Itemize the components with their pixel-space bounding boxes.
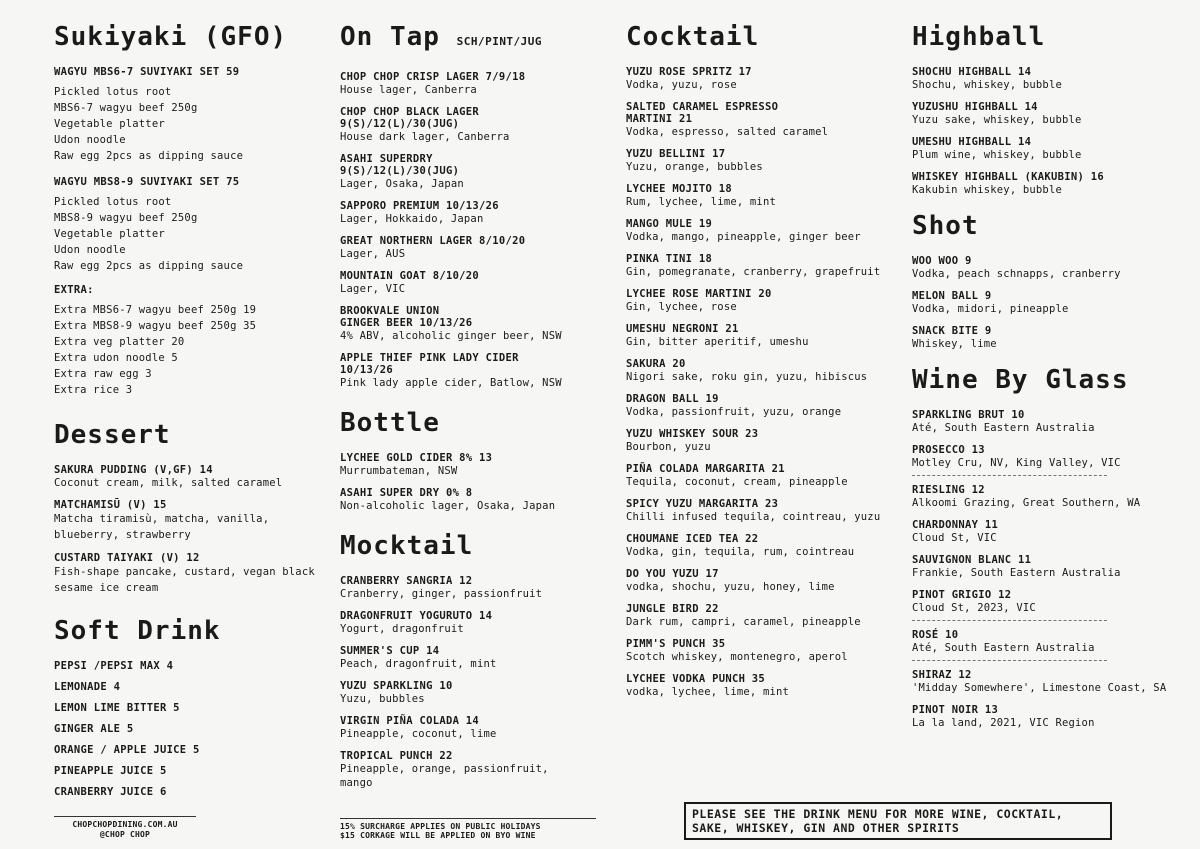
item-desc: vodka, shochu, yuzu, honey, lime xyxy=(626,581,835,593)
item-name: CHOUMANE ICED TEA 22 xyxy=(626,533,759,545)
section-title: Mocktail xyxy=(340,531,474,561)
item-name: ASAHI SUPER DRY 0% 8 xyxy=(340,487,473,499)
menu-item xyxy=(626,533,896,559)
item-desc: Gin, lychee, rose xyxy=(626,301,737,313)
extra-line: Extra veg platter 20 xyxy=(54,336,185,348)
menu-item xyxy=(626,148,896,174)
section-soft-drink xyxy=(54,616,324,798)
menu-item xyxy=(626,568,896,594)
item-desc: House dark lager, Canberra xyxy=(340,131,510,143)
item-name: YUZU SPARKLING 10 xyxy=(340,680,453,692)
item-desc: Vodka, peach schnapps, cranberry xyxy=(912,268,1121,280)
item-name: RIESLING 12 xyxy=(912,484,985,496)
item-name: SHOCHU HIGHBALL 14 xyxy=(912,66,1032,78)
item-name: CRANBERRY SANGRIA 12 xyxy=(340,575,473,587)
item-desc: House lager, Canberra xyxy=(340,84,477,96)
item-name: MATCHAMISŪ (V) 15 xyxy=(54,499,167,511)
item-name: SHIRAZ 12 xyxy=(912,669,972,681)
section-title: Bottle xyxy=(340,408,440,438)
item-desc: Chilli infused tequila, cointreau, yuzu xyxy=(626,511,881,523)
item-desc: Vodka, mango, pineapple, ginger beer xyxy=(626,231,861,243)
item-desc: Pink lady apple cider, Batlow, NSW xyxy=(340,377,562,389)
item-name: PINOT NOIR 13 xyxy=(912,704,999,716)
column-2 xyxy=(340,22,610,804)
item-desc: Motley Cru, NV, King Valley, VIC xyxy=(912,457,1121,469)
menu-item xyxy=(912,444,1192,470)
menu-item xyxy=(626,463,896,489)
item-desc: Cloud St, VIC xyxy=(912,532,997,544)
menu-item xyxy=(912,669,1192,695)
item-desc: Cloud St, 2023, VIC xyxy=(912,602,1036,614)
menu-item xyxy=(340,270,610,296)
item-desc: Murrumbateman, NSW xyxy=(340,465,458,477)
set-line: Pickled lotus root xyxy=(54,86,172,98)
menu-item xyxy=(340,715,610,741)
menu-item xyxy=(626,638,896,664)
menu-item xyxy=(340,750,610,790)
item-name: YUZU ROSE SPRITZ 17 xyxy=(626,66,752,78)
menu-item xyxy=(912,409,1192,435)
item-desc: Frankie, South Eastern Australia xyxy=(912,567,1121,579)
menu-item xyxy=(626,101,896,139)
menu-item xyxy=(912,484,1192,510)
item-desc: Gin, bitter aperitif, umeshu xyxy=(626,336,809,348)
item-desc: Pineapple, coconut, lime xyxy=(340,728,497,740)
item-desc: Lager, AUS xyxy=(340,248,406,260)
section-title: Soft Drink xyxy=(54,616,221,646)
menu-item xyxy=(340,305,610,343)
menu-item xyxy=(912,589,1192,615)
item-desc: Nigori sake, roku gin, yuzu, hibiscus xyxy=(626,371,868,383)
item-desc: Alkoomi Grazing, Great Southern, WA xyxy=(912,497,1141,509)
item-desc: Yogurt, dragonfruit xyxy=(340,623,464,635)
item-desc: Cranberry, ginger, passionfruit xyxy=(340,588,543,600)
menu-item xyxy=(340,200,610,226)
item-name: CHOP CHOP BLACK LAGER 9(S)/12(L)/30(JUG) xyxy=(340,106,480,130)
section-wine-by-glass xyxy=(912,365,1192,730)
item-desc: Vodka, gin, tequila, rum, cointreau xyxy=(626,546,855,558)
item-name: VIRGIN PIÑA COLADA 14 xyxy=(340,715,480,727)
item-desc: Vodka, espresso, salted caramel xyxy=(626,126,829,138)
item-desc: Yuzu, orange, bubbles xyxy=(626,161,763,173)
section-dessert xyxy=(54,420,324,596)
set-line: Vegetable platter xyxy=(54,228,165,240)
menu-item xyxy=(912,255,1192,281)
item-desc: Lager, VIC xyxy=(340,283,406,295)
item-name: ROSÉ 10 xyxy=(912,629,959,641)
section-title: Cocktail xyxy=(626,22,760,52)
menu-item xyxy=(912,519,1192,545)
menu-item xyxy=(626,218,896,244)
item-name: PIMM'S PUNCH 35 xyxy=(626,638,726,650)
item-name: DRAGON BALL 19 xyxy=(626,393,719,405)
menu-item xyxy=(626,288,896,314)
set-line: Udon noodle xyxy=(54,134,126,146)
item-desc: Whiskey, lime xyxy=(912,338,997,350)
surcharge-text: 15% SURCHARGE APPLIES ON PUBLIC HOLIDAYS xyxy=(340,822,541,831)
item-name: YUZUSHU HIGHBALL 14 xyxy=(912,101,1038,113)
item-desc: Rum, lychee, lime, mint xyxy=(626,196,776,208)
item-name: CUSTARD TAIYAKI (V) 12 xyxy=(54,552,200,564)
section-title-text: On Tap xyxy=(340,22,440,52)
social-handle: @CHOP CHOP xyxy=(99,830,151,839)
menu-item xyxy=(54,464,324,490)
menu-item xyxy=(912,704,1192,730)
item-name: MOUNTAIN GOAT 8/10/20 xyxy=(340,270,480,282)
section-cocktail xyxy=(626,22,896,699)
section-mocktail xyxy=(340,531,610,790)
section-title: Shot xyxy=(912,211,979,241)
item-name: LYCHEE ROSE MARTINI 20 xyxy=(626,288,772,300)
menu-item xyxy=(912,554,1192,580)
item-desc: Yuzu sake, whiskey, bubble xyxy=(912,114,1082,126)
item-name: GINGER ALE 5 xyxy=(54,723,134,735)
menu-item xyxy=(340,680,610,706)
item-name: YUZU BELLINI 17 xyxy=(626,148,726,160)
item-name: PIÑA COLADA MARGARITA 21 xyxy=(626,463,785,475)
menu-item xyxy=(340,610,610,636)
menu-item xyxy=(912,66,1192,92)
menu-item xyxy=(340,452,610,478)
section-title: Highball xyxy=(912,22,1046,52)
menu-item xyxy=(626,673,896,699)
menu-item xyxy=(626,603,896,629)
item-desc: Vodka, passionfruit, yuzu, orange xyxy=(626,406,842,418)
divider xyxy=(912,475,1107,476)
item-desc: Bourbon, yuzu xyxy=(626,441,711,453)
item-name: SNACK BITE 9 xyxy=(912,325,992,337)
item-desc: Lager, Osaka, Japan xyxy=(340,178,464,190)
item-name: APPLE THIEF PINK LADY CIDER 10/13/26 xyxy=(340,352,519,376)
extra-line: Extra MBS8-9 wagyu beef 250g 35 xyxy=(54,320,257,332)
item-desc: Fish-shape pancake, custard, vegan black sesame ice cream xyxy=(54,566,315,594)
extra-heading: EXTRA: xyxy=(54,284,94,296)
menu-item xyxy=(912,290,1192,316)
item-name: SAPPORO PREMIUM 10/13/26 xyxy=(340,200,499,212)
set-line: Udon noodle xyxy=(54,244,126,256)
item-name: SUMMER'S CUP 14 xyxy=(340,645,440,657)
extra-line: Extra MBS6-7 wagyu beef 250g 19 xyxy=(54,304,257,316)
section-title: Wine By Glass xyxy=(912,365,1129,395)
corkage-text: $15 CORKAGE WILL BE APPLIED ON BYO WINE xyxy=(340,831,536,840)
menu-item xyxy=(626,183,896,209)
item-name: DRAGONFRUIT YOGURUTO 14 xyxy=(340,610,493,622)
item-name: PINEAPPLE JUICE 5 xyxy=(54,765,167,777)
menu-item xyxy=(626,323,896,349)
item-name: WHISKEY HIGHBALL (KAKUBIN) 16 xyxy=(912,171,1105,183)
item-desc: Vodka, midori, pineapple xyxy=(912,303,1069,315)
menu-item xyxy=(54,66,324,164)
item-name: PINKA TINI 18 xyxy=(626,253,713,265)
item-desc: 4% ABV, alcoholic ginger beer, NSW xyxy=(340,330,562,342)
item-desc: Pineapple, orange, passionfruit, mango xyxy=(340,763,549,789)
section-shot xyxy=(912,211,1192,351)
menu-item xyxy=(54,499,324,543)
item-name: LEMON LIME BITTER 5 xyxy=(54,702,180,714)
item-name: SAUVIGNON BLANC 11 xyxy=(912,554,1032,566)
item-name: SALTED CARAMEL ESPRESSO MARTINI 21 xyxy=(626,101,779,125)
column-1 xyxy=(54,22,324,812)
item-desc: Dark rum, campri, caramel, pineapple xyxy=(626,616,861,628)
menu-item xyxy=(340,645,610,671)
item-name: LYCHEE MOJITO 18 xyxy=(626,183,732,195)
menu-item xyxy=(912,171,1192,197)
item-name: DO YOU YUZU 17 xyxy=(626,568,719,580)
item-name: CHOP CHOP CRISP LAGER 7/9/18 xyxy=(340,71,526,83)
item-name: UMESHU HIGHBALL 14 xyxy=(912,136,1032,148)
item-name: BROOKVALE UNION GINGER BEER 10/13/26 xyxy=(340,305,473,329)
item-desc: Plum wine, whiskey, bubble xyxy=(912,149,1082,161)
menu-item xyxy=(626,253,896,279)
item-name: YUZU WHISKEY SOUR 23 xyxy=(626,428,759,440)
menu-item xyxy=(340,71,610,97)
set-line: Raw egg 2pcs as dipping sauce xyxy=(54,150,244,162)
item-desc: Até, South Eastern Australia xyxy=(912,642,1095,654)
drink-menu-notice: PLEASE SEE THE DRINK MENU FOR MORE WINE, COCKTAIL, SAKE, WHISKEY, GIN AND OTHER SPIRITS xyxy=(684,802,1112,840)
surcharge-footer xyxy=(340,818,596,840)
menu-item xyxy=(912,325,1192,351)
section-on-tap xyxy=(340,22,610,390)
item-desc: Non-alcoholic lager, Osaka, Japan xyxy=(340,500,556,512)
menu-item xyxy=(912,101,1192,127)
section-title: Sukiyaki (GFO) xyxy=(54,22,288,52)
item-desc: Shochu, whiskey, bubble xyxy=(912,79,1062,91)
menu-item xyxy=(912,629,1192,655)
item-name: SPICY YUZU MARGARITA 23 xyxy=(626,498,779,510)
item-desc: Kakubin whiskey, bubble xyxy=(912,184,1062,196)
item-desc: 'Midday Somewhere', Limestone Coast, SA xyxy=(912,682,1167,694)
item-name: MELON BALL 9 xyxy=(912,290,992,302)
item-name: UMESHU NEGRONI 21 xyxy=(626,323,739,335)
set-line: Vegetable platter xyxy=(54,118,165,130)
item-name: CHARDONNAY 11 xyxy=(912,519,999,531)
menu-item xyxy=(626,393,896,419)
item-desc: Matcha tiramisù, matcha, vanilla, blueberry, strawberry xyxy=(54,513,270,541)
item-desc: Até, South Eastern Australia xyxy=(912,422,1095,434)
menu-item xyxy=(340,153,610,191)
item-name: ORANGE / APPLE JUICE 5 xyxy=(54,744,200,756)
item-desc: Lager, Hokkaido, Japan xyxy=(340,213,484,225)
item-desc: vodka, lychee, lime, mint xyxy=(626,686,790,698)
divider xyxy=(912,620,1107,621)
website-text: CHOPCHOPDINING.COM.AU xyxy=(72,820,178,829)
item-name: SPARKLING BRUT 10 xyxy=(912,409,1025,421)
item-name: PEPSI /PEPSI MAX 4 xyxy=(54,660,174,672)
item-name: ASAHI SUPERDRY 9(S)/12(L)/30(JUG) xyxy=(340,153,460,177)
item-desc: Peach, dragonfruit, mint xyxy=(340,658,497,670)
website-footer xyxy=(54,816,196,840)
item-desc: Tequila, coconut, cream, pineapple xyxy=(626,476,848,488)
menu-item xyxy=(626,498,896,524)
set-line: MBS6-7 wagyu beef 250g xyxy=(54,102,198,114)
item-name: WOO WOO 9 xyxy=(912,255,972,267)
menu-item xyxy=(340,352,610,390)
item-desc: Coconut cream, milk, salted caramel xyxy=(54,477,283,489)
extra-line: Extra rice 3 xyxy=(54,384,133,396)
item-name: PINOT GRIGIO 12 xyxy=(912,589,1012,601)
column-4 xyxy=(912,22,1192,744)
menu-item xyxy=(54,552,324,596)
item-name: LYCHEE VODKA PUNCH 35 xyxy=(626,673,766,685)
item-name: JUNGLE BIRD 22 xyxy=(626,603,719,615)
extra-line: Extra raw egg 3 xyxy=(54,368,152,380)
item-name: MANGO MULE 19 xyxy=(626,218,713,230)
item-name: TROPICAL PUNCH 22 xyxy=(340,750,453,762)
item-desc: Scotch whiskey, montenegro, aperol xyxy=(626,651,848,663)
divider xyxy=(912,660,1107,661)
menu-item xyxy=(626,66,896,92)
item-desc: Vodka, yuzu, rose xyxy=(626,79,737,91)
item-desc: Gin, pomegranate, cranberry, grapefruit xyxy=(626,266,881,278)
menu-item xyxy=(626,428,896,454)
section-title xyxy=(340,22,610,57)
section-sukiyaki xyxy=(54,22,324,398)
item-name: GREAT NORTHERN LAGER 8/10/20 xyxy=(340,235,526,247)
section-bottle xyxy=(340,408,610,513)
set-line: Pickled lotus root xyxy=(54,196,172,208)
menu-item xyxy=(340,235,610,261)
item-desc: Yuzu, bubbles xyxy=(340,693,425,705)
menu-item xyxy=(626,358,896,384)
item-name: LEMONADE 4 xyxy=(54,681,121,693)
item-name: WAGYU MBS6-7 SUVIYAKI SET 59 xyxy=(54,66,240,78)
item-name: CRANBERRY JUICE 6 xyxy=(54,786,167,798)
extra-line: Extra udon noodle 5 xyxy=(54,352,178,364)
set-line: MBS8-9 wagyu beef 250g xyxy=(54,212,198,224)
item-name: SAKURA 20 xyxy=(626,358,686,370)
menu-item xyxy=(54,176,324,274)
item-name: WAGYU MBS8-9 SUVIYAKI SET 75 xyxy=(54,176,240,188)
item-name: LYCHEE GOLD CIDER 8% 13 xyxy=(340,452,493,464)
section-highball xyxy=(912,22,1192,197)
menu-item xyxy=(912,136,1192,162)
item-desc: La la land, 2021, VIC Region xyxy=(912,717,1095,729)
menu-item xyxy=(340,487,610,513)
menu-item xyxy=(340,575,610,601)
size-legend: SCH/PINT/JUG xyxy=(456,35,543,48)
item-name: PROSECCO 13 xyxy=(912,444,985,456)
menu-item xyxy=(340,106,610,144)
item-name: SAKURA PUDDING (V,GF) 14 xyxy=(54,464,213,476)
column-3 xyxy=(626,22,896,713)
section-title: Dessert xyxy=(54,420,171,450)
set-line: Raw egg 2pcs as dipping sauce xyxy=(54,260,244,272)
